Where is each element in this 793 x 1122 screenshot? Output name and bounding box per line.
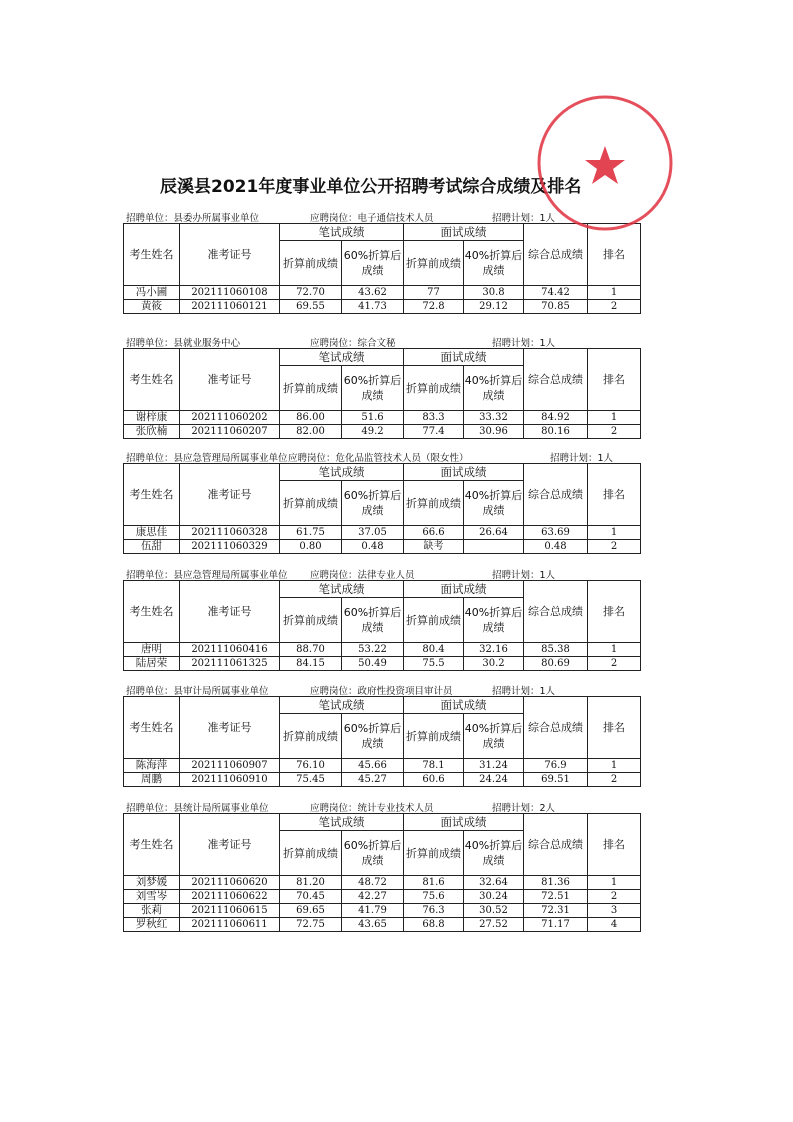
- col-header-written-60: 60%折算后成绩: [342, 714, 404, 759]
- recruit-unit: 招聘单位：县应急管理局所属事业单位: [126, 570, 288, 581]
- rank-value: 1: [588, 286, 641, 300]
- candidate-name: 谢梓康: [124, 411, 180, 425]
- exam-ticket-number: 202111060622: [180, 890, 280, 904]
- col-header-name: 考生姓名: [124, 581, 180, 643]
- written-raw-score: 61.75: [280, 526, 342, 540]
- written-raw-score: 75.45: [280, 773, 342, 787]
- interview-raw-score: 75.5: [404, 657, 464, 671]
- col-header-interview-raw: 折算前成绩: [404, 241, 464, 286]
- written-raw-score: 69.65: [280, 904, 342, 918]
- table-row: [124, 904, 641, 918]
- table-row: [124, 411, 641, 425]
- interview-raw-score: 77.4: [404, 425, 464, 439]
- official-seal-icon: [530, 88, 680, 238]
- rank-value: 2: [588, 773, 641, 787]
- interview-raw-score: 83.3: [404, 411, 464, 425]
- total-score: 72.31: [524, 904, 588, 918]
- total-score: 76.9: [524, 759, 588, 773]
- table-row: [124, 759, 641, 773]
- col-header-total: 综合总成绩: [524, 349, 588, 411]
- col-header-rank: 排名: [588, 697, 641, 759]
- exam-ticket-number: 202111060620: [180, 876, 280, 890]
- interview-raw-score: 78.1: [404, 759, 464, 773]
- total-score: 63.69: [524, 526, 588, 540]
- total-score: 84.92: [524, 411, 588, 425]
- interview-raw-score: 72.8: [404, 300, 464, 314]
- exam-ticket-number: 202111060416: [180, 643, 280, 657]
- col-header-interview-raw: 折算前成绩: [404, 831, 464, 876]
- written-raw-score: 88.70: [280, 643, 342, 657]
- candidate-name: 刘梦媛: [124, 876, 180, 890]
- table-row: [124, 526, 641, 540]
- col-header-written-raw: 折算前成绩: [280, 598, 342, 643]
- col-header-interview-40: 40%折算后成绩: [464, 714, 524, 759]
- col-header-total: 综合总成绩: [524, 224, 588, 286]
- col-header-interview-40: 40%折算后成绩: [464, 241, 524, 286]
- written-weighted-score: 41.73: [342, 300, 404, 314]
- interview-raw-score: 缺考: [404, 540, 464, 554]
- written-weighted-score: 48.72: [342, 876, 404, 890]
- interview-raw-score: 60.6: [404, 773, 464, 787]
- table-row: [124, 773, 641, 787]
- rank-value: 2: [588, 890, 641, 904]
- interview-weighted-score: 29.12: [464, 300, 524, 314]
- col-header-written: 笔试成绩: [280, 814, 404, 831]
- col-header-written-raw: 折算前成绩: [280, 481, 342, 526]
- candidate-name: 陈海萍: [124, 759, 180, 773]
- col-header-written-raw: 折算前成绩: [280, 714, 342, 759]
- recruit-unit: 招聘单位：县统计局所属事业单位: [126, 803, 269, 814]
- interview-weighted-score: 30.96: [464, 425, 524, 439]
- rank-value: 1: [588, 643, 641, 657]
- applied-position: 应聘岗位：电子通信技术人员: [310, 213, 434, 224]
- applied-position: 应聘岗位：政府性投资项目审计员: [310, 686, 453, 697]
- col-header-rank: 排名: [588, 581, 641, 643]
- section-info: [120, 335, 650, 348]
- recruitment-section: [120, 450, 650, 554]
- candidate-name: 陆居荣: [124, 657, 180, 671]
- rank-value: 4: [588, 918, 641, 932]
- total-score: 85.38: [524, 643, 588, 657]
- col-header-written: 笔试成绩: [280, 697, 404, 714]
- col-header-id: 准考证号: [180, 464, 280, 526]
- table-row: [124, 643, 641, 657]
- col-header-written-60: 60%折算后成绩: [342, 598, 404, 643]
- applied-position: 应聘岗位：综合文秘: [310, 338, 396, 349]
- col-header-total: 综合总成绩: [524, 464, 588, 526]
- written-weighted-score: 42.27: [342, 890, 404, 904]
- table-row: [124, 657, 641, 671]
- col-header-interview: 面试成绩: [404, 224, 524, 241]
- written-raw-score: 70.45: [280, 890, 342, 904]
- header-row: [124, 814, 641, 831]
- rank-value: 2: [588, 540, 641, 554]
- total-score: 80.69: [524, 657, 588, 671]
- col-header-interview-raw: 折算前成绩: [404, 481, 464, 526]
- recruit-plan: 招聘计划：1人: [550, 453, 614, 464]
- col-header-written-60: 60%折算后成绩: [342, 366, 404, 411]
- interview-weighted-score: 30.24: [464, 890, 524, 904]
- score-table: [123, 348, 641, 439]
- total-score: 0.48: [524, 540, 588, 554]
- col-header-id: 准考证号: [180, 224, 280, 286]
- rank-value: 2: [588, 425, 641, 439]
- applied-position: 应聘岗位：法律专业人员: [310, 570, 415, 581]
- candidate-name: 康思佳: [124, 526, 180, 540]
- col-header-name: 考生姓名: [124, 349, 180, 411]
- exam-ticket-number: 202111061325: [180, 657, 280, 671]
- col-header-interview-40: 40%折算后成绩: [464, 831, 524, 876]
- col-header-name: 考生姓名: [124, 464, 180, 526]
- col-header-interview: 面试成绩: [404, 464, 524, 481]
- candidate-name: 伍甜: [124, 540, 180, 554]
- interview-weighted-score: 30.2: [464, 657, 524, 671]
- table-row: [124, 918, 641, 932]
- col-header-id: 准考证号: [180, 349, 280, 411]
- col-header-total: 综合总成绩: [524, 814, 588, 876]
- interview-raw-score: 80.4: [404, 643, 464, 657]
- table-row: [124, 890, 641, 904]
- exam-ticket-number: 202111060202: [180, 411, 280, 425]
- col-header-rank: 排名: [588, 464, 641, 526]
- table-row: [124, 300, 641, 314]
- col-header-id: 准考证号: [180, 814, 280, 876]
- col-header-total: 综合总成绩: [524, 697, 588, 759]
- candidate-name: 黄筱: [124, 300, 180, 314]
- written-raw-score: 72.70: [280, 286, 342, 300]
- interview-raw-score: 66.6: [404, 526, 464, 540]
- score-table: [123, 580, 641, 671]
- candidate-name: 张莉: [124, 904, 180, 918]
- total-score: 71.17: [524, 918, 588, 932]
- exam-ticket-number: 202111060108: [180, 286, 280, 300]
- col-header-written-raw: 折算前成绩: [280, 366, 342, 411]
- section-info: [120, 800, 650, 813]
- header-row: [124, 581, 641, 598]
- exam-ticket-number: 202111060615: [180, 904, 280, 918]
- rank-value: 1: [588, 876, 641, 890]
- recruit-unit: 招聘单位：县委办所属事业单位: [126, 213, 260, 224]
- col-header-interview: 面试成绩: [404, 581, 524, 598]
- written-weighted-score: 41.79: [342, 904, 404, 918]
- recruit-plan: 招聘计划：2人: [492, 803, 556, 814]
- total-score: 69.51: [524, 773, 588, 787]
- interview-weighted-score: 33.32: [464, 411, 524, 425]
- candidate-name: 唐明: [124, 643, 180, 657]
- interview-raw-score: 77: [404, 286, 464, 300]
- written-weighted-score: 43.65: [342, 918, 404, 932]
- interview-raw-score: 81.6: [404, 876, 464, 890]
- col-header-written: 笔试成绩: [280, 581, 404, 598]
- col-header-written: 笔试成绩: [280, 349, 404, 366]
- exam-ticket-number: 202111060910: [180, 773, 280, 787]
- interview-weighted-score: 30.52: [464, 904, 524, 918]
- exam-ticket-number: 202111060328: [180, 526, 280, 540]
- exam-ticket-number: 202111060329: [180, 540, 280, 554]
- rank-value: 3: [588, 904, 641, 918]
- table-row: [124, 876, 641, 890]
- rank-value: 1: [588, 759, 641, 773]
- recruitment-section: [120, 683, 650, 787]
- written-weighted-score: 37.05: [342, 526, 404, 540]
- applied-position: 应聘岗位：危化品监管技术人员（限女性）: [288, 453, 469, 464]
- interview-raw-score: 76.3: [404, 904, 464, 918]
- header-row: [124, 464, 641, 481]
- score-table: [123, 696, 641, 787]
- section-info: [120, 683, 650, 696]
- candidate-name: 罗秋红: [124, 918, 180, 932]
- recruit-plan: 招聘计划：1人: [492, 686, 556, 697]
- recruit-unit: 招聘单位：县审计局所属事业单位: [126, 686, 269, 697]
- col-header-id: 准考证号: [180, 697, 280, 759]
- applied-position: 应聘岗位：统计专业技术人员: [310, 803, 434, 814]
- interview-weighted-score: 32.16: [464, 643, 524, 657]
- written-raw-score: 84.15: [280, 657, 342, 671]
- total-score: 74.42: [524, 286, 588, 300]
- written-raw-score: 86.00: [280, 411, 342, 425]
- written-weighted-score: 43.62: [342, 286, 404, 300]
- exam-ticket-number: 202111060121: [180, 300, 280, 314]
- exam-ticket-number: 202111060907: [180, 759, 280, 773]
- col-header-id: 准考证号: [180, 581, 280, 643]
- interview-weighted-score: 31.24: [464, 759, 524, 773]
- col-header-written-60: 60%折算后成绩: [342, 241, 404, 286]
- written-weighted-score: 51.6: [342, 411, 404, 425]
- col-header-written-raw: 折算前成绩: [280, 831, 342, 876]
- col-header-written: 笔试成绩: [280, 224, 404, 241]
- col-header-rank: 排名: [588, 814, 641, 876]
- col-header-name: 考生姓名: [124, 814, 180, 876]
- recruitment-section: [120, 800, 650, 932]
- page-title: 辰溪县2021年度事业单位公开招聘考试综合成绩及排名: [160, 177, 582, 197]
- col-header-rank: 排名: [588, 349, 641, 411]
- rank-value: 2: [588, 300, 641, 314]
- written-raw-score: 81.20: [280, 876, 342, 890]
- rank-value: 1: [588, 526, 641, 540]
- table-row: [124, 286, 641, 300]
- col-header-written-raw: 折算前成绩: [280, 241, 342, 286]
- total-score: 70.85: [524, 300, 588, 314]
- recruitment-section: [120, 335, 650, 439]
- recruit-unit: 招聘单位：县应急管理局所属事业单位: [126, 453, 288, 464]
- written-weighted-score: 45.66: [342, 759, 404, 773]
- score-table: [123, 813, 641, 932]
- rank-value: 2: [588, 657, 641, 671]
- candidate-name: 张欣楠: [124, 425, 180, 439]
- interview-weighted-score: [464, 540, 524, 554]
- header-row: [124, 349, 641, 366]
- candidate-name: 刘雪岑: [124, 890, 180, 904]
- exam-ticket-number: 202111060611: [180, 918, 280, 932]
- written-raw-score: 72.75: [280, 918, 342, 932]
- col-header-interview-40: 40%折算后成绩: [464, 598, 524, 643]
- interview-raw-score: 75.6: [404, 890, 464, 904]
- written-raw-score: 82.00: [280, 425, 342, 439]
- recruit-plan: 招聘计划：1人: [492, 213, 556, 224]
- table-row: [124, 425, 641, 439]
- written-weighted-score: 49.2: [342, 425, 404, 439]
- recruitment-section: [120, 567, 650, 671]
- section-info: [120, 567, 650, 580]
- col-header-written-60: 60%折算后成绩: [342, 831, 404, 876]
- recruit-unit: 招聘单位：县就业服务中心: [126, 338, 241, 349]
- col-header-rank: 排名: [588, 224, 641, 286]
- col-header-interview-raw: 折算前成绩: [404, 598, 464, 643]
- col-header-interview-raw: 折算前成绩: [404, 366, 464, 411]
- col-header-interview-raw: 折算前成绩: [404, 714, 464, 759]
- col-header-interview: 面试成绩: [404, 814, 524, 831]
- total-score: 81.36: [524, 876, 588, 890]
- col-header-written: 笔试成绩: [280, 464, 404, 481]
- section-info: [120, 450, 650, 463]
- col-header-name: 考生姓名: [124, 224, 180, 286]
- interview-weighted-score: 24.24: [464, 773, 524, 787]
- interview-weighted-score: 32.64: [464, 876, 524, 890]
- interview-weighted-score: 27.52: [464, 918, 524, 932]
- written-raw-score: 76.10: [280, 759, 342, 773]
- recruit-plan: 招聘计划：1人: [492, 338, 556, 349]
- written-weighted-score: 53.22: [342, 643, 404, 657]
- total-score: 80.16: [524, 425, 588, 439]
- col-header-interview: 面试成绩: [404, 349, 524, 366]
- interview-raw-score: 68.8: [404, 918, 464, 932]
- candidate-name: 周鹏: [124, 773, 180, 787]
- interview-weighted-score: 26.64: [464, 526, 524, 540]
- candidate-name: 冯小圃: [124, 286, 180, 300]
- total-score: 72.51: [524, 890, 588, 904]
- recruit-plan: 招聘计划：1人: [492, 570, 556, 581]
- written-raw-score: 69.55: [280, 300, 342, 314]
- col-header-interview: 面试成绩: [404, 697, 524, 714]
- interview-weighted-score: 30.8: [464, 286, 524, 300]
- written-weighted-score: 45.27: [342, 773, 404, 787]
- col-header-written-60: 60%折算后成绩: [342, 481, 404, 526]
- col-header-interview-40: 40%折算后成绩: [464, 481, 524, 526]
- written-raw-score: 0.80: [280, 540, 342, 554]
- written-weighted-score: 0.48: [342, 540, 404, 554]
- rank-value: 1: [588, 411, 641, 425]
- written-weighted-score: 50.49: [342, 657, 404, 671]
- col-header-name: 考生姓名: [124, 697, 180, 759]
- header-row: [124, 697, 641, 714]
- exam-ticket-number: 202111060207: [180, 425, 280, 439]
- table-row: [124, 540, 641, 554]
- score-table: [123, 463, 641, 554]
- col-header-interview-40: 40%折算后成绩: [464, 366, 524, 411]
- col-header-total: 综合总成绩: [524, 581, 588, 643]
